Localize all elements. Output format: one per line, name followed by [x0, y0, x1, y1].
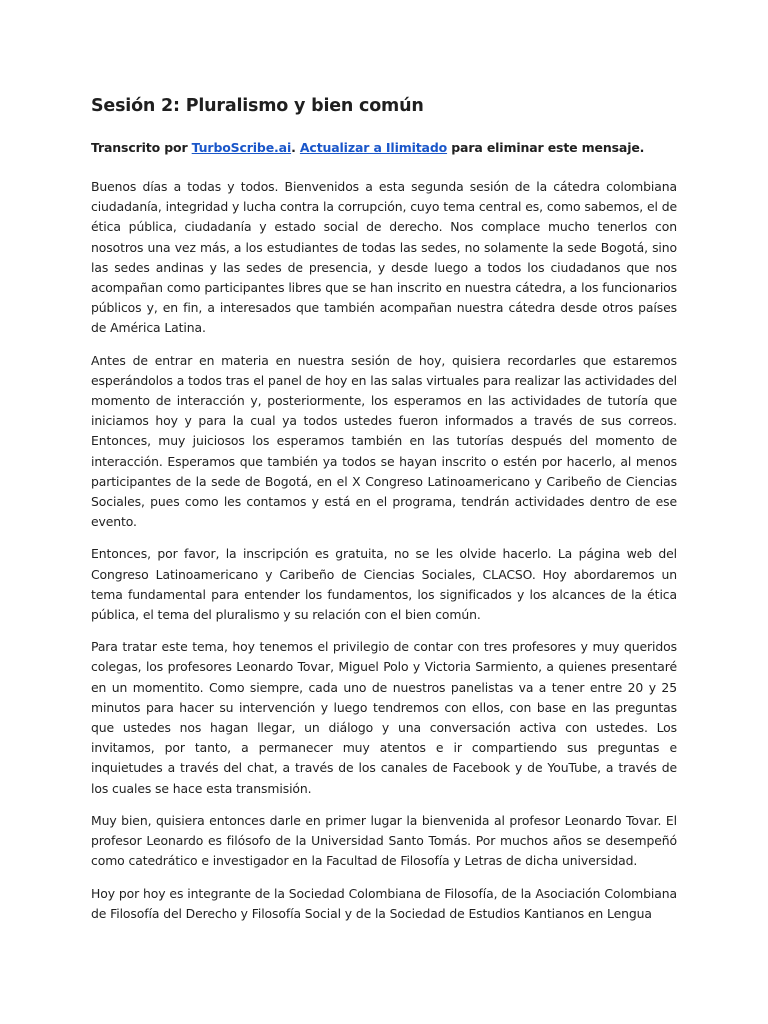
document-page — [91, 93, 677, 936]
notice-suffix: para eliminar este mensaje. — [447, 140, 645, 155]
upgrade-unlimited-link[interactable]: Actualizar a Ilimitado — [299, 140, 448, 155]
transcription-notice — [91, 138, 677, 158]
notice-prefix: Transcrito por — [91, 140, 192, 155]
paragraph-2: Antes de entrar en materia en nuestra sesión de hoy, quisiera recordarles que estaremos esperándolos a todos tras el panel de hoy en las salas virtuales para realizar las actividades del momento de interacción y, posteriormente, los esperamos en las actividades de tutoría que iniciamos hoy y para la cual ya todos ustedes fueron informados a través de sus correos. Entonces, muy juiciosos los esperamos también en las tutorías después del momento de interacción. Esperamos que también ya todos se hayan inscrito o estén por hacerlo, al menos participantes de la sede de Bogotá, en el X Congreso Latinoamericano y Caribeño de Ciencias Sociales, pues como les contamos y está en el programa, tendrán actividades dentro de ese evento. — [91, 352, 677, 530]
paragraph-3: Entonces, por favor, la inscripción es gratuita, no se les olvide hacerlo. La página web del Congreso Latinoamericano y Caribeño de Ciencias Sociales, CLACSO. Hoy abordaremos un tema fundamental para entender los fundamentos, los significados y los alcances de la ética pública, el tema del pluralismo y su relación con el bien común. — [91, 546, 677, 623]
notice-separator: . — [291, 140, 300, 155]
paragraph-6: Hoy por hoy es integrante de la Sociedad Colombiana de Filosofía, de la Asociación Colombiana de Filosofía del Derecho y Filosofía Social y de la Sociedad de Estudios Kantianos en Lengua — [91, 885, 677, 921]
paragraph-1: Buenos días a todas y todos. Bienvenidos a esta segunda sesión de la cátedra colombiana ciudadanía, integridad y lucha contra la corrupción, cuyo tema central es, como sabemos, el de ética pública, ciudadanía y estado social de derecho. Nos complace mucho tenerlos con nosotros una vez más, a los estudiantes de todas las sedes, no solamente la sede Bogotá, sino las sedes andinas y las sedes de presencia, y desde luego a todos los ciudadanos que nos acompañan como participantes libres que se han inscrito en nuestra cátedra, a los funcionarios públicos y, en fin, a interesados que también acompañan nuestra cátedra desde otros países de América Latina. — [91, 179, 677, 336]
document-title: Sesión 2: Pluralismo y bien común — [91, 96, 424, 116]
turboscribe-link[interactable]: TurboScribe.ai — [191, 140, 292, 155]
paragraph-4: Para tratar este tema, hoy tenemos el privilegio de contar con tres profesores y muy queridos colegas, los profesores Leonardo Tovar, Miguel Polo y Victoria Sarmiento, a quienes presentaré en un momentito. Como siempre, cada uno de nuestros panelistas va a tener entre 20 y 25 minutos para hacer su intervención y luego tendremos con ellos, con base en las preguntas que ustedes nos hagan llegar, un diálogo y una conversación activa con ustedes. Los invitamos, por tanto, a permanecer muy atentos e ir compartiendo sus preguntas e inquietudes a través del chat, a través de los canales de Facebook y de YouTube, a través de los cuales se hace esta transmisión. — [91, 639, 677, 796]
paragraph-5: Muy bien, quisiera entonces darle en primer lugar la bienvenida al profesor Leonardo Tovar. El profesor Leonardo es filósofo de la Universidad Santo Tomás. Por muchos años se desempeñó como catedrático e investigador en la Facultad de Filosofía y Letras de dicha universidad. — [91, 812, 677, 869]
